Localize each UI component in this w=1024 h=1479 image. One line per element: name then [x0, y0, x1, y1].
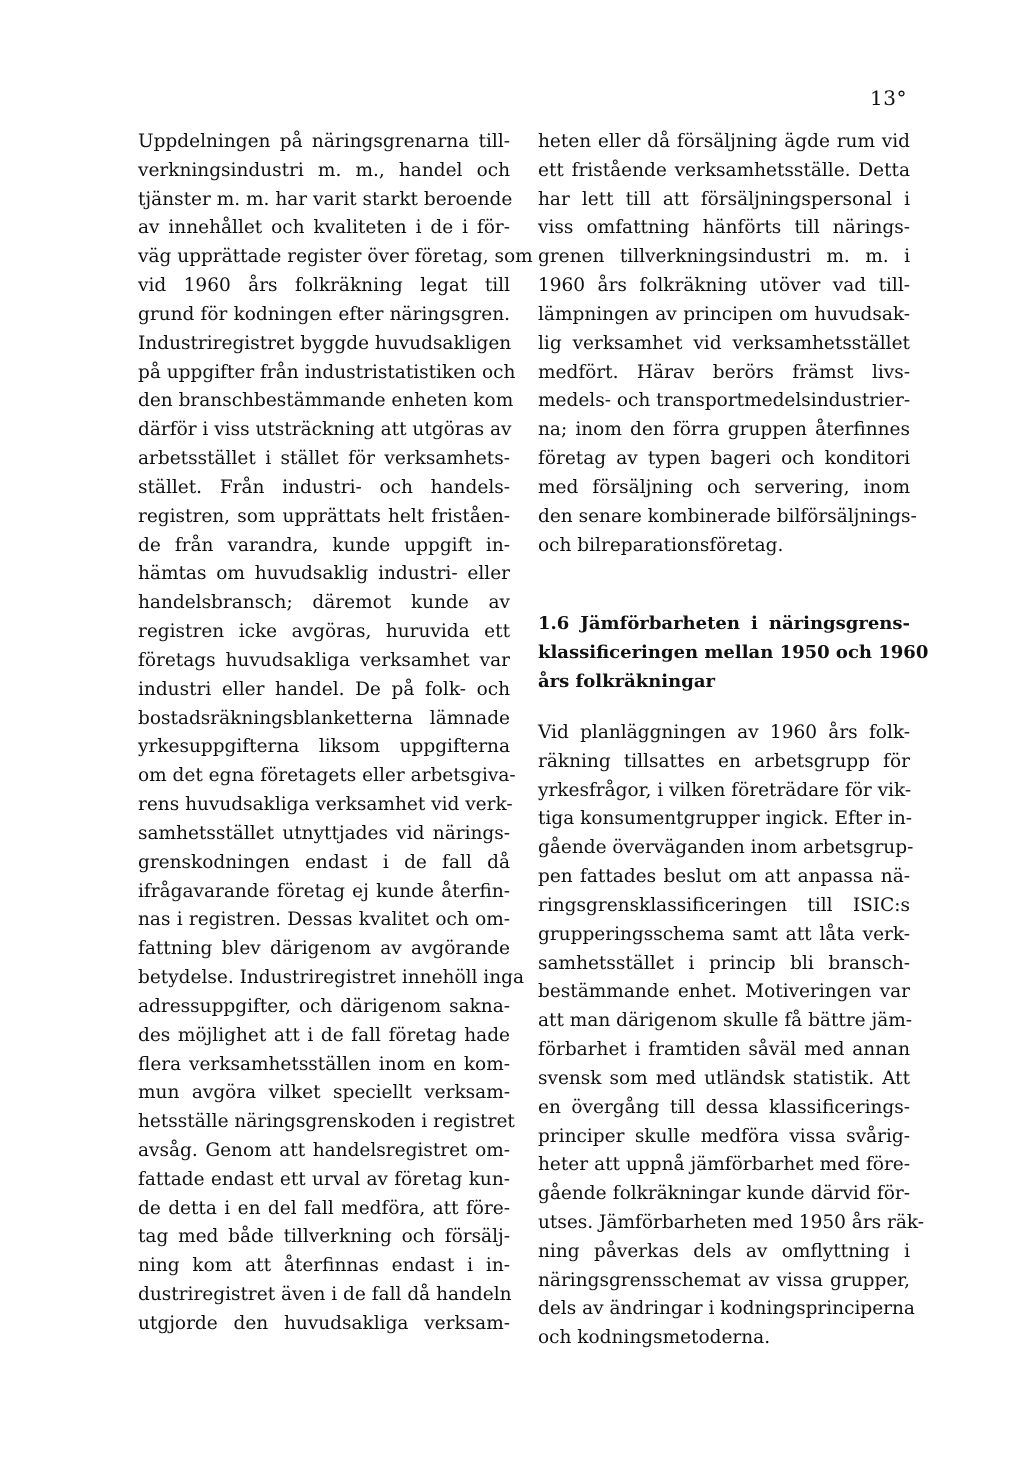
text-line: lämpningen av principen om huvudsak- — [538, 303, 910, 325]
section-heading — [538, 610, 929, 696]
text-line: Vid planläggningen av 1960 års folk- — [538, 721, 910, 743]
text-line: verkningsindustri m. m., handel och — [138, 159, 510, 181]
text-line: företags huvudsakliga verksamhet var — [138, 649, 510, 671]
text-line: utses. Jämförbarheten med 1950 års räk- — [538, 1211, 925, 1233]
text-line: och bilreparationsföretag. — [538, 534, 784, 556]
text-line: arbetsstället i stället för verksamhets- — [138, 448, 510, 470]
text-line: flera verksamhetsställen inom en kom- — [138, 1053, 510, 1075]
text-line: viss omfattning hänförts till närings- — [538, 217, 910, 239]
page-number: 13° — [870, 86, 907, 110]
text-line: svensk som med utländsk statistik. Att — [538, 1067, 910, 1089]
text-line: Industriregistret byggde huvudsakligen — [138, 332, 512, 354]
text-line: därför i viss utsträckning att utgöras av — [138, 419, 512, 441]
text-line: ringsgrensklassificeringen till ISIC:s — [538, 894, 910, 916]
text-line: medels- och transportmedelsindustrier- — [538, 390, 911, 412]
heading-line: klassificeringen mellan 1950 och 1960 — [538, 642, 929, 664]
text-line: rens huvudsakliga verksamhet vid verk- — [138, 794, 513, 816]
text-line: fattning blev därigenom av avgörande — [138, 938, 510, 960]
text-line: des möjlighet att i de fall företag hade — [138, 1024, 510, 1046]
text-line: ning kom att återfinnas endast i in- — [138, 1255, 510, 1277]
text-line: hämtas om huvudsaklig industri- eller — [138, 563, 510, 585]
text-line: företag av typen bageri och konditori — [538, 448, 910, 470]
left-column — [138, 128, 533, 1339]
text-line: pen fattades beslut om att anpassa nä- — [538, 866, 910, 888]
text-line: att man därigenom skulle få bättre jäm- — [538, 1010, 913, 1032]
text-line: dustriregistret även i de fall då handeln — [138, 1284, 512, 1306]
text-line: samhetsstället i princip bli bransch- — [538, 952, 910, 974]
heading-line: 1.6 Jämförbarheten i näringsgrens- — [538, 613, 910, 635]
text-line: utgjorde den huvudsakliga verksam- — [138, 1312, 510, 1334]
text-line: ifrågavarande företag ej kunde återfin- — [138, 880, 510, 902]
text-line: grund för kodningen efter näringsgren. — [138, 303, 510, 325]
text-line: tiga konsumentgrupper ingick. Efter in- — [538, 808, 913, 830]
text-line: den branschbestämmande enheten kom — [138, 390, 514, 412]
text-line: vid 1960 års folkräkning legat till — [138, 275, 510, 297]
text-line: ning påverkas dels av omflyttning i — [538, 1240, 910, 1262]
text-line: hetsställe näringsgrenskoden i registret — [138, 1111, 515, 1133]
text-line: den senare kombinerade bilförsäljnings- — [538, 505, 917, 527]
text-line: na; inom den förra gruppen återfinnes — [538, 419, 910, 441]
text-line: medfört. Härav berörs främst livs- — [538, 361, 910, 383]
right-column — [538, 128, 929, 1353]
text-line: grenen tillverkningsindustri m. m. i — [538, 246, 910, 268]
text-line: en övergång till dessa klassificerings- — [538, 1096, 910, 1118]
text-line: stället. Från industri- och handels- — [138, 476, 510, 498]
text-line: med försäljning och servering, inom — [538, 476, 910, 498]
text-line: tag med både tillverkning och försälj- — [138, 1226, 510, 1248]
text-line: de från varandra, kunde uppgift in- — [138, 534, 510, 556]
text-line: registren icke avgöras, huruvida ett — [138, 621, 510, 643]
text-line: förbarhet i framtiden såväl med annan — [538, 1039, 910, 1061]
text-line: gående folkräkningar kunde därvid för- — [538, 1183, 910, 1205]
text-line: yrkesuppgifterna liksom uppgifterna — [138, 736, 510, 758]
text-line: heten eller då försäljning ägde rum vid — [538, 131, 910, 152]
text-line: och kodningsmetoderna. — [538, 1327, 771, 1349]
section-paragraph — [538, 719, 925, 1353]
text-line: principer skulle medföra vissa svårig- — [538, 1125, 910, 1147]
text-line: bostadsräkningsblanketterna lämnade — [138, 707, 510, 729]
text-line: dels av ändringar i kodningsprinciperna — [538, 1298, 915, 1320]
text-line: industri eller handel. De på folk- och — [138, 678, 510, 700]
text-line: avsåg. Genom att handelsregistret om- — [138, 1139, 510, 1161]
text-line: adressuppgifter, och därigenom sakna- — [138, 995, 510, 1017]
continued-paragraph — [538, 128, 917, 560]
text-line: har lett till att försäljningspersonal i — [538, 188, 910, 210]
text-line: yrkesfrågor, i vilken företrädare för vik- — [538, 779, 912, 801]
text-line: gående överväganden inom arbetsgrup- — [538, 837, 914, 859]
text-line: väg upprättade register över företag, som — [138, 246, 533, 268]
text-line: om det egna företagets eller arbetsgiva- — [138, 765, 516, 787]
text-line: de detta i en del fall medföra, att före- — [138, 1197, 510, 1219]
heading-line: års folkräkningar — [538, 671, 715, 693]
text-line: näringsgrensschemat av vissa grupper, — [538, 1269, 910, 1291]
text-line: grenskodningen endast i de fall då — [138, 851, 510, 873]
text-line: heter att uppnå jämförbarhet med före- — [538, 1154, 910, 1176]
text-line: 1960 års folkräkning utöver vad till- — [538, 275, 910, 297]
text-line: räkning tillsattes en arbetsgrupp för — [538, 750, 910, 772]
text-line: grupperingsschema samt att låta verk- — [538, 923, 910, 945]
text-line: nas i registren. Dessas kvalitet och om- — [138, 909, 510, 931]
text-line: lig verksamhet vid verksamhetsstället — [538, 332, 910, 354]
text-line: samhetsstället utnyttjades vid närings- — [138, 822, 510, 844]
text-line: handelsbransch; däremot kunde av — [138, 592, 510, 614]
text-line: ett fristående verksamhetsställe. Detta — [538, 159, 910, 181]
text-line: betydelse. Industriregistret innehöll inga — [138, 967, 525, 989]
text-line: mun avgöra vilket speciellt verksam- — [138, 1082, 510, 1104]
text-line: bestämmande enhet. Motiveringen var — [538, 981, 910, 1003]
text-line: fattade endast ett urval av företag kun- — [138, 1168, 510, 1190]
text-line: på uppgifter från industristatistiken och — [138, 361, 516, 383]
text-line: av innehållet och kvaliteten i de i för- — [138, 217, 510, 239]
text-line: registren, som upprättats helt friståen- — [138, 505, 510, 527]
text-line: tjänster m. m. har varit starkt beroende — [138, 188, 513, 210]
text-line: Uppdelningen på näringsgrenarna till- — [138, 131, 510, 152]
